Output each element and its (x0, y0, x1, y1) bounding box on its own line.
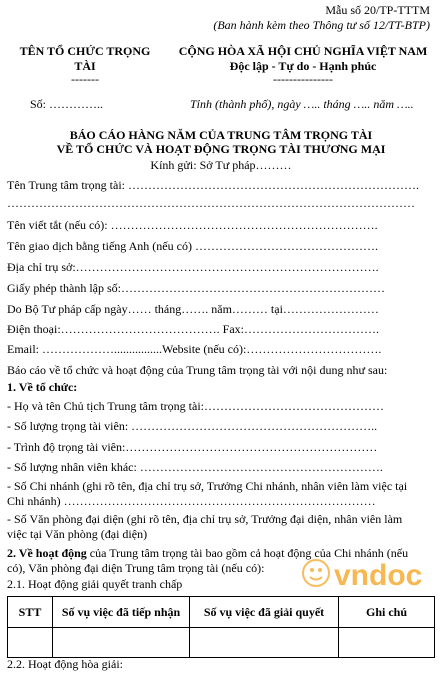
table-cell[interactable] (339, 628, 435, 658)
dispute-table (7, 596, 435, 658)
vndoc-logo (300, 553, 440, 593)
org-item-rep-offices: - Số Văn phòng đại diện (ghi rõ tên, địa chỉ trụ sở, Trưởng đại diện, nhân viên làm (7, 512, 403, 526)
table-cell[interactable] (53, 628, 190, 658)
subsection-2-2: 2.2. Hoạt động hòa giải: (7, 657, 123, 671)
org-name-line2: TÀI (74, 59, 96, 73)
report-title-line1: BÁO CÁO HÀNG NĂM CỦA TRUNG TÂM TRỌNG TÀI (69, 128, 373, 142)
org-item-arbitrator-count: - Số lượng trọng tài viên: …………………………………………………….. (7, 419, 378, 433)
field-phone-fax: Điện thoại:…………………………………. Fax:……………………………. (7, 322, 379, 336)
field-address: Địa chỉ trụ sở:…………………………………………………………………. (7, 260, 379, 274)
field-issue-date: Do Bộ Tư pháp cấp ngày…… tháng……. năm……… tại…………………… (7, 302, 379, 316)
place-date: Tỉnh (thành phố), ngày ….. tháng ….. năm ….. (190, 97, 414, 111)
motto: Độc lập - Tự do - Hạnh phúc (229, 59, 377, 73)
vndoc-watermark-text: vndoc (334, 559, 423, 592)
field-center-name-cont: ………………………………………………………………………………………… (7, 196, 415, 210)
motto-dash: --------------- (273, 72, 333, 86)
addressee: Kính gửi: Sở Tư pháp……… (150, 158, 292, 172)
field-center-name: Tên Trung tâm trọng tài: ………………………………………………………………. (7, 178, 419, 192)
field-license-no: Giấy phép thành lập số:………………………………………………………… (7, 281, 385, 295)
subsection-2-1: 2.1. Hoạt động giải quyết tranh chấp (7, 577, 183, 591)
table-header-row (8, 597, 435, 628)
section-2-heading-rest: của Trung tâm trọng tài bao gồm cả hoạt động của Chi nhánh (nếu (86, 546, 409, 560)
org-item-staff-count: - Số lượng nhân viên khác: ……………………………………………………. (7, 460, 383, 474)
field-english-name: Tên giao dịch bằng tiếng Anh (nếu có) ………………………………………. (7, 239, 378, 253)
republic-title: CỘNG HÒA XÃ HỘI CHỦ NGHĨA VIỆT NAM (178, 44, 428, 58)
section-2-heading-bold: 2. Về hoạt động (7, 546, 87, 560)
field-email-website: Email: ………………................Website (nếu có):……………………………. (7, 342, 382, 356)
issued-note: (Ban hành kèm theo Thông tư số 12/TT-BTP) (213, 18, 430, 32)
table-row (8, 628, 435, 658)
table-cell[interactable] (190, 628, 339, 658)
col-header-notes: Ghi chú (339, 597, 435, 628)
field-short-name: Tên viết tắt (nếu có): …………………………………………………………. (7, 218, 378, 232)
org-item-arbitrator-level: - Trình độ trọng tài viên:……………………………………………………… (7, 440, 378, 454)
intro-text: Báo cáo về tổ chức và hoạt động của Trung tâm trọng tài với nội dung như sau: (7, 363, 388, 377)
section-2-heading-cont: có), Văn phòng đại diện Trung tâm trọng tài (nếu có): (7, 561, 265, 575)
org-item-rep-offices-cont: việc tại Văn phòng (đại diện) (7, 527, 148, 541)
org-item-branches: - Số Chi nhánh (ghi rõ tên, địa chỉ trụ sở, Trưởng Chi nhánh, nhân viên làm việc tại (7, 479, 408, 493)
report-title-line2: VỀ TỔ CHỨC VÀ HOẠT ĐỘNG TRỌNG TÀI THƯƠNG MẠI (56, 142, 386, 156)
table-cell[interactable] (8, 628, 53, 658)
org-name-line1: TÊN TỔ CHỨC TRỌNG (19, 44, 151, 58)
org-dash: ------- (71, 72, 99, 86)
col-header-stt: STT (8, 597, 53, 628)
col-header-received: Số vụ việc đã tiếp nhận (53, 597, 190, 628)
form-number: Mẫu số 20/TP-TTTM (325, 3, 430, 17)
org-item-chairman: - Họ và tên Chủ tịch Trung tâm trọng tài:……………………………………… (7, 399, 384, 413)
col-header-resolved: Số vụ việc đã giải quyết (190, 597, 339, 628)
section-1-heading: 1. Về tổ chức: (7, 380, 78, 394)
org-item-branches-cont: Chi nhánh) …………………………………………………………………… (7, 494, 376, 508)
document-number: Số: ………….. (30, 97, 104, 111)
